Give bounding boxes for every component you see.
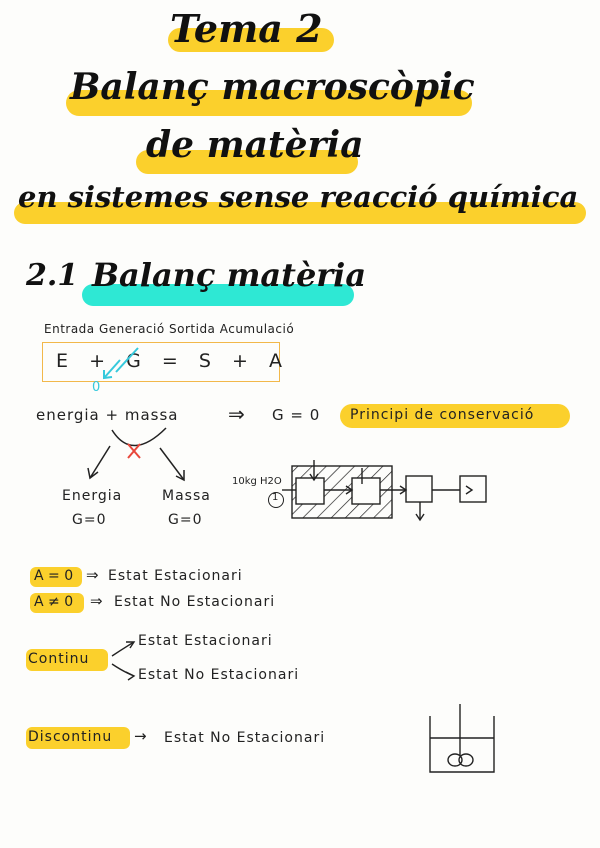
continu-option-2: Estat No Estacionari [138, 667, 300, 683]
branch-energia-title: Energia [62, 488, 123, 504]
batch-reactor-sketch [430, 704, 494, 772]
state-a0-cond: A = 0 [34, 568, 74, 584]
continu-arrows [112, 642, 134, 680]
section-number: 2.1 [26, 258, 79, 293]
discontinu-arrow: → [134, 727, 148, 745]
continu-label: Continu [28, 651, 90, 667]
generation-correction: 0 [92, 380, 102, 395]
principle-result: G = 0 [272, 406, 321, 424]
principle-name: Principi de conservació [350, 407, 535, 423]
branch-energia-value: G=0 [72, 512, 107, 528]
section-title: Balanç matèria [92, 256, 367, 294]
state-a0-text: Estat Estacionari [108, 568, 243, 584]
generation-strike [104, 348, 138, 378]
branch-massa-value: G=0 [168, 512, 203, 528]
process-diagram [282, 460, 486, 520]
equation-formula: E + G = S + A [56, 350, 286, 372]
title-line-4: en sistemes sense reacció química [18, 180, 579, 214]
title-line-2: Balanç macroscòpic [70, 66, 475, 108]
state-a0-arrow: ⇒ [86, 566, 100, 584]
continu-option-1: Estat Estacionari [138, 633, 273, 649]
state-a1-arrow: ⇒ [90, 592, 104, 610]
diagram-marker: 1 [272, 492, 279, 503]
principle-arrow: ⇒ [228, 402, 246, 426]
equation-terms-label: Entrada Generació Sortida Acumulació [44, 322, 295, 336]
title-line-3: de matèria [146, 124, 364, 166]
diagram-input-label: 10kg H2O [232, 476, 282, 487]
state-a1-cond: A ≠ 0 [34, 594, 74, 610]
branch-massa-title: Massa [162, 488, 211, 504]
state-a1-text: Estat No Estacionari [114, 594, 276, 610]
principle-left: energia + massa [36, 406, 179, 424]
discontinu-text: Estat No Estacionari [164, 730, 326, 746]
title-line-1: Tema 2 [170, 6, 323, 51]
discontinu-label: Discontinu [28, 729, 113, 745]
